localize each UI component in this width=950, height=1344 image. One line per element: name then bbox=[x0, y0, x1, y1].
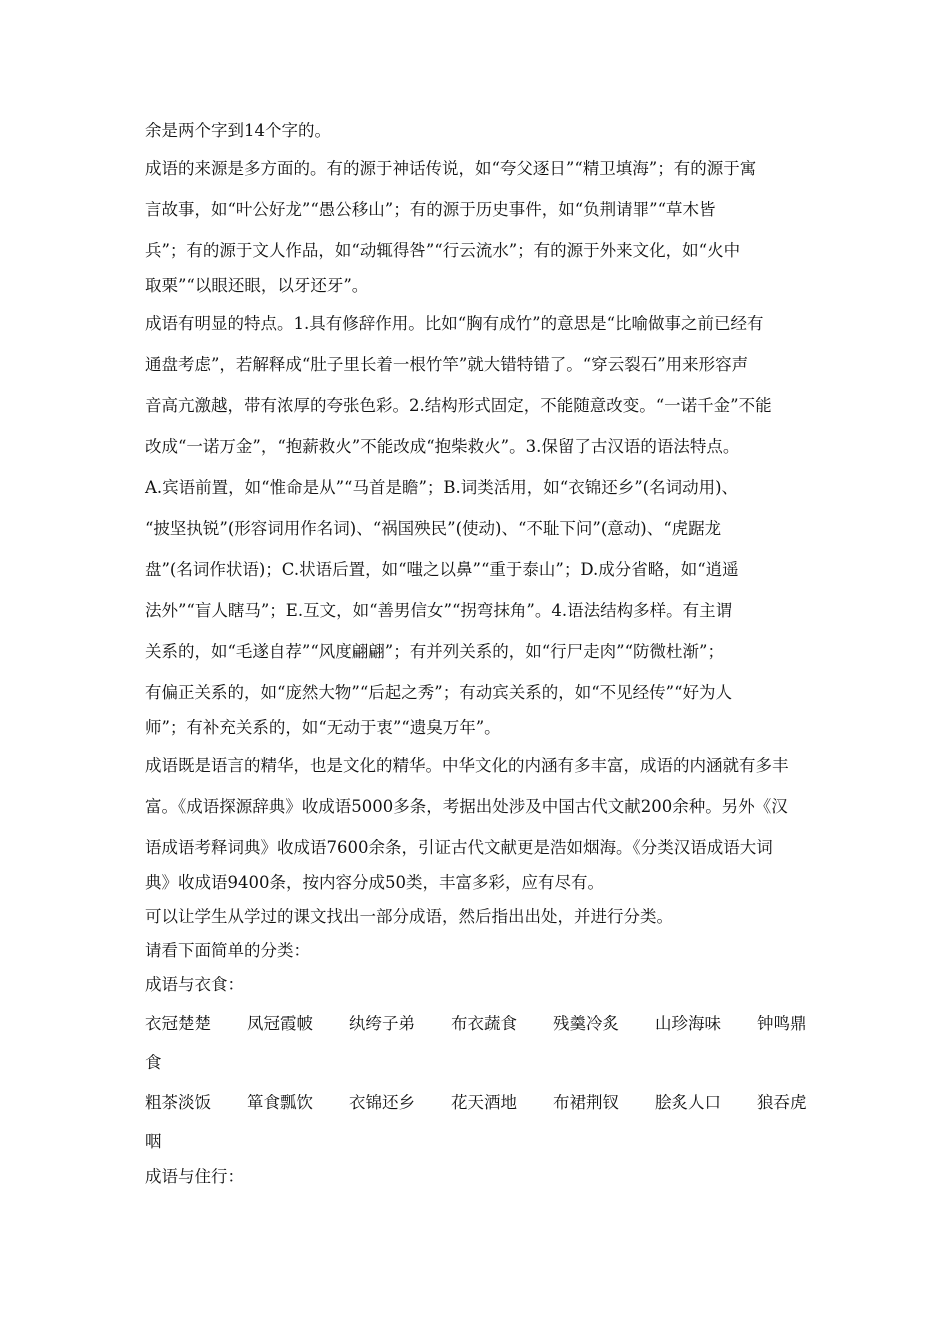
document-body bbox=[145, 116, 815, 1194]
idiom-item: 花天酒地 bbox=[451, 1093, 517, 1112]
paragraph-line: 富。《成语探源辞典》收成语5000多条，考据出处涉及中国古代文献200余种。另外《汉 bbox=[145, 797, 788, 816]
paragraph-line: 典》收成语9400条，按内容分成50类，丰富多彩，应有尽有。 bbox=[145, 873, 604, 892]
paragraph-line: 有偏正关系的，如“庞然大物”“后起之秀”；有动宾关系的，如“不见经传”“好为人 bbox=[145, 683, 733, 702]
paragraph-line: 法外”“盲人瞎马”；E.互文，如“善男信女”“拐弯抹角”。4.语法结构多样。有主谓 bbox=[145, 601, 733, 620]
idiom-item: 凤冠霞帔 bbox=[247, 1014, 313, 1033]
paragraph-line: 可以让学生从学过的课文找出一部分成语，然后指出出处，并进行分类。 bbox=[145, 907, 673, 926]
idiom-item: 残羹冷炙 bbox=[553, 1014, 619, 1033]
idiom-item: 布裙荆钗 bbox=[553, 1093, 619, 1112]
paragraph-line: 盘”(名词作状语)；C.状语后置，如“嗤之以鼻”“重于泰山”；D.成分省略，如“逍遥 bbox=[145, 560, 739, 579]
paragraph-line: 请看下面简单的分类： bbox=[145, 941, 310, 960]
idiom-item: 钟鸣鼎 bbox=[757, 1014, 807, 1033]
idiom-item: 脍炙人口 bbox=[655, 1093, 721, 1112]
section-heading-housing: 成语与住行： bbox=[145, 1167, 244, 1186]
paragraph-line: 音高亢激越，带有浓厚的夸张色彩。2.结构形式固定，不能随意改变。“一诺千金”不能 bbox=[145, 396, 772, 415]
paragraph-line: 师”；有补充关系的，如“无动于衷”“遗臭万年”。 bbox=[145, 718, 501, 737]
paragraph-line: 兵”；有的源于文人作品，如“动辄得咎”“行云流水”；有的源于外来文化，如“火中 bbox=[145, 241, 741, 260]
idiom-wrap: 食 bbox=[145, 1053, 162, 1072]
paragraph-line: 成语的来源是多方面的。有的源于神话传说，如“夸父逐日”“精卫填海”；有的源于寓 bbox=[145, 159, 757, 178]
paragraph-line: 关系的，如“毛遂自荐”“风度翩翩”；有并列关系的，如“行尸走肉”“防微杜渐”； bbox=[145, 642, 724, 661]
section-heading-food: 成语与衣食： bbox=[145, 975, 244, 994]
idiom-item: 箪食瓢饮 bbox=[247, 1093, 313, 1112]
idiom-wrap: 咽 bbox=[145, 1132, 162, 1151]
paragraph-line: 通盘考虑”，若解释成“肚子里长着一根竹竿”就大错特错了。“穿云裂石”用来形容声 bbox=[145, 355, 749, 374]
idiom-item: 狼吞虎 bbox=[757, 1093, 807, 1112]
idiom-item: 山珍海味 bbox=[655, 1014, 721, 1033]
idiom-item: 粗茶淡饭 bbox=[145, 1093, 211, 1112]
paragraph-line: 成语既是语言的精华，也是文化的精华。中华文化的内涵有多丰富，成语的内涵就有多丰 bbox=[145, 756, 789, 775]
paragraph-line: 成语有明显的特点。1.具有修辞作用。比如“胸有成竹”的意思是“比喻做事之前已经有 bbox=[145, 314, 764, 333]
idiom-row bbox=[145, 1081, 815, 1124]
paragraph-line: 语成语考释词典》收成语7600余条，引证古代文献更是浩如烟海。《分类汉语成语大词 bbox=[145, 838, 773, 857]
paragraph-line: 改成“一诺万金”，“抱薪救火”不能改成“抱柴救火”。3.保留了古汉语的语法特点。 bbox=[145, 437, 740, 456]
idiom-row bbox=[145, 1002, 815, 1045]
idiom-item: 纨绔子弟 bbox=[349, 1014, 415, 1033]
idiom-item: 衣冠楚楚 bbox=[145, 1014, 211, 1033]
paragraph-line: 取栗”“以眼还眼，以牙还牙”。 bbox=[145, 276, 369, 295]
idiom-item: 布衣蔬食 bbox=[451, 1014, 517, 1033]
paragraph-line: “披坚执锐”(形容词用作名词)、“祸国殃民”(使动)、“不耻下问”(意动)、“虎踞龙 bbox=[145, 519, 722, 538]
idiom-item: 衣锦还乡 bbox=[349, 1093, 415, 1112]
paragraph-line: 余是两个字到14个字的。 bbox=[145, 121, 331, 140]
paragraph-line: A.宾语前置，如“惟命是从”“马首是瞻”；B.词类活用，如“衣锦还乡”(名词动用)、 bbox=[145, 478, 739, 497]
paragraph-line: 言故事，如“叶公好龙”“愚公移山”；有的源于历史事件，如“负荆请罪”“草木皆 bbox=[145, 200, 716, 219]
